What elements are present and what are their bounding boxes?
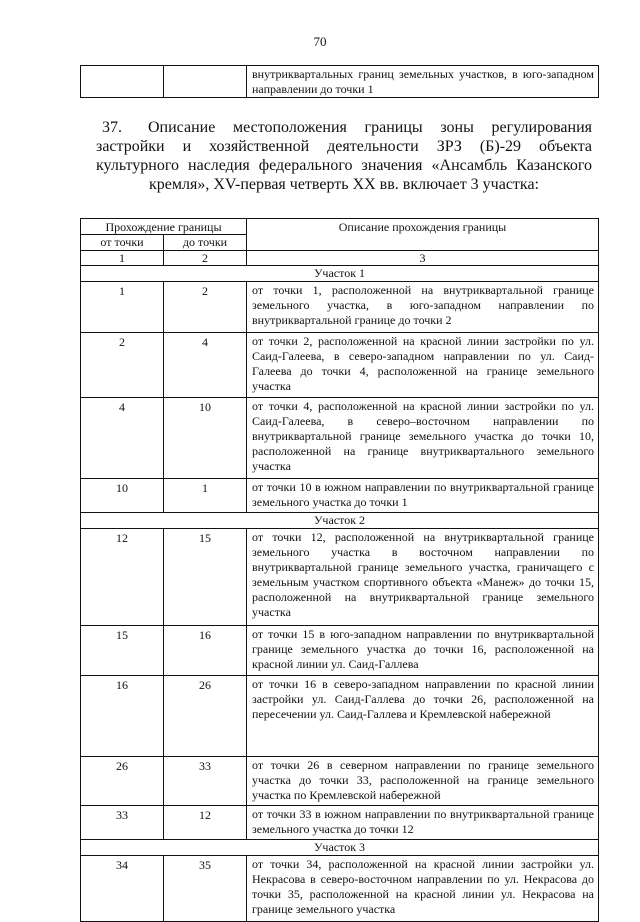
section-row [81, 840, 599, 856]
table-row [81, 806, 599, 840]
section-text: Описание местоположения границы зоны регулирования застройки и хозяйственной деятельности ЗРЗ (Б)-29 объекта культурного наследия федерального значения «Ансамбль Казанского кремля», XV-первая четверть XX вв. включает 3 участка: [96, 119, 592, 193]
to-point-cell: 12 [164, 806, 247, 840]
to-point-cell: 4 [164, 333, 247, 398]
from-point-cell: 16 [81, 676, 164, 757]
section-row [81, 513, 599, 529]
description-header: Описание прохождения границы [247, 219, 599, 251]
description-cell: от точки 26 в северном направлении по границе земельного участка до точки 33, расположенной на границе земельного участка по Кремлевской набережной [247, 757, 599, 806]
description-cell: от точки 1, расположенной на внутриквартальной границе земельного участка, в юго-западном направлении по внутриквартальной границе до точки 2 [247, 282, 599, 333]
table-row [81, 398, 599, 479]
section-row [81, 266, 599, 282]
table-row [81, 626, 599, 676]
column-index-row [81, 251, 599, 266]
from-point-cell [81, 66, 164, 98]
table-body [81, 266, 599, 922]
to-point-cell: 15 [164, 529, 247, 626]
to-point-cell: 1 [164, 479, 247, 513]
table-row [81, 333, 599, 398]
to-point-cell: 10 [164, 398, 247, 479]
continuation-table [80, 65, 599, 98]
table-row [81, 529, 599, 626]
from-point-cell: 12 [81, 529, 164, 626]
to-point-cell: 2 [164, 282, 247, 333]
from-point-cell: 2 [81, 333, 164, 398]
section-number: 37. [102, 119, 122, 136]
description-cell: от точки 4, расположенной на красной линии застройки по ул. Саид-Галеева, в северо–восточном направлении по внутриквартальной границе земельного участка до точки 10, расположенной на границе внутриквартального земельного участка [247, 398, 599, 479]
from-point-cell: 10 [81, 479, 164, 513]
to-point-cell: 16 [164, 626, 247, 676]
from-point-cell: 26 [81, 757, 164, 806]
column-index-2: 2 [164, 251, 247, 266]
continuation-row [81, 66, 599, 98]
to-point-cell: 35 [164, 856, 247, 922]
to-point-header: до точки [164, 235, 247, 251]
to-point-cell: 26 [164, 676, 247, 757]
to-point-cell [164, 66, 247, 98]
table-row [81, 479, 599, 513]
from-point-header: от точки [81, 235, 164, 251]
table-row [81, 676, 599, 757]
description-cell: внутриквартальных границ земельных участков, в юго-западном направлении до точки 1 [247, 66, 599, 98]
column-index-3: 3 [247, 251, 599, 266]
table-row [81, 856, 599, 922]
description-cell: от точки 12, расположенной на внутриквартальной границе земельного участка в восточном направлении по внутриквартальной границе земельного участка, граничащего с земельным участком спортивного объекта «Манеж» до точки 15, расположенной на внутриквартальной границе земельного участка [247, 529, 599, 626]
column-index-1: 1 [81, 251, 164, 266]
from-point-cell: 4 [81, 398, 164, 479]
section-title: Участок 2 [81, 513, 599, 529]
from-point-cell: 1 [81, 282, 164, 333]
table-row [81, 757, 599, 806]
to-point-cell: 33 [164, 757, 247, 806]
description-cell: от точки 16 в северо-западном направлении по красной линии застройки ул. Саид-Галлева до точки 26, расположенной на пересечении ул. Саид-Галлева и Кремлевской набережной [247, 676, 599, 757]
description-cell: от точки 33 в южном направлении по внутриквартальной границе земельного участка до точки 12 [247, 806, 599, 840]
table-row [81, 282, 599, 333]
from-point-cell: 34 [81, 856, 164, 922]
from-point-cell: 15 [81, 626, 164, 676]
section-heading [96, 118, 592, 194]
section-title: Участок 3 [81, 840, 599, 856]
description-cell: от точки 34, расположенной на красной линии застройки ул. Некрасова в северо-восточном направлении по ул. Некрасова до точки 35, расположенной на красной линии ул. Некрасова на границе земельного участка [247, 856, 599, 922]
description-cell: от точки 2, расположенной на красной линии застройки по ул. Саид-Галеева, в северо-западном направлении по ул. Саид-Галеева до точки 4, расположенной на границе земельного участка [247, 333, 599, 398]
boundary-header: Прохождение границы [81, 219, 247, 235]
page-number: 70 [313, 34, 327, 49]
from-point-cell: 33 [81, 806, 164, 840]
description-cell: от точки 10 в южном направлении по внутриквартальной границе земельного участка до точки 1 [247, 479, 599, 513]
description-cell: от точки 15 в юго-западном направлении по внутриквартальной границе земельного участка до точки 16, расположенной на красной линии ул. Саид-Галлева [247, 626, 599, 676]
boundary-table [80, 218, 599, 922]
section-title: Участок 1 [81, 266, 599, 282]
header-row [81, 219, 599, 235]
